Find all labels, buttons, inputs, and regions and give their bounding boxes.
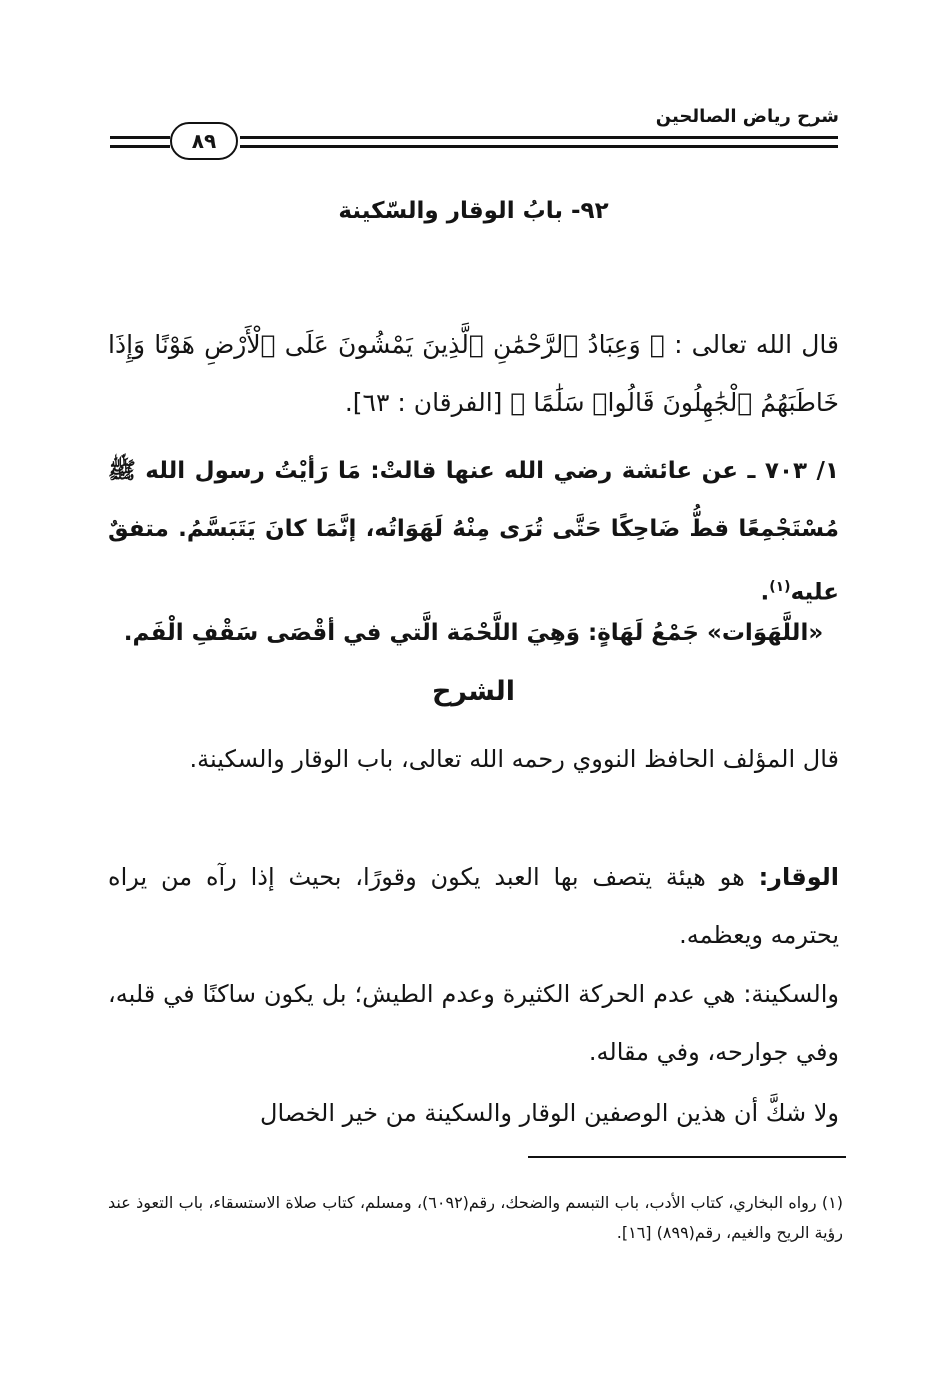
commentary-paragraph-4: ولا شكَّ أن هذين الوصفين الوقار والسكينة من خير الخصال: [260, 1099, 839, 1127]
footnote-marker: (١): [821, 1193, 843, 1212]
term-waqar-definition: هو هيئة يتصف بها العبد يكون وقورًا، بحيث إذا رآه من يراه يحترمه ويعظمه.: [108, 863, 839, 949]
commentary-paragraph-1: قال المؤلف الحافظ النووي رحمه الله تعالى، باب الوقار والسكينة.: [189, 745, 839, 773]
header-rule-left: [110, 136, 170, 148]
verse-reference: [الفرقان : ٦٣].: [344, 388, 503, 417]
quran-verse-block: [108, 316, 839, 432]
chapter-title: ٩٢- بابُ الوقار والسّكينة: [338, 198, 609, 224]
footnote-ref[interactable]: (١): [769, 579, 791, 595]
footnote-text: رواه البخاري، كتاب الأدب، باب التبسم والضحك، رقم(٦٠٩٢)، ومسلم، كتاب صلاة الاستسقاء، باب التعوذ عند رؤية الريح والغيم، رقم(٨٩٩) [١٦].: [108, 1193, 843, 1242]
running-header-title: شرح رياض الصالحين: [655, 106, 839, 127]
page-number-badge: ٨٩: [170, 122, 238, 160]
hadith-end: .: [760, 579, 770, 606]
verse-text: ﴿ وَعِبَادُ ٱلرَّحْمَٰنِ ٱلَّذِينَ يَمْشُونَ عَلَى ٱلْأَرْضِ هَوْنًا وَإِذَا خَاطَبَهُمُ ٱلْجَٰهِلُونَ قَالُوا۟ سَلَٰمًا ﴾: [108, 330, 839, 417]
commentary-paragraph-3: والسكينة: هي عدم الحركة الكثيرة وعدم الطيش؛ بل يكون ساكنًا في قلبه، وفي جوارحه، وفي مقاله.: [108, 980, 839, 1066]
hadith-number: ١/ ٧٠٣ ـ: [747, 458, 839, 484]
word-gloss: «اللَّهَوَات» جَمْعُ لَهَاةٍ: وَهِيَ اللَّحْمَة الَّتي في أقْصَى سَقْفِ الْفَم.: [123, 620, 824, 646]
commentary-heading: الشرح: [431, 676, 516, 707]
hadith-block: [108, 442, 839, 622]
verse-intro: قال الله تعالى :: [674, 330, 839, 359]
commentary-paragraph-2: [108, 848, 839, 964]
hadith-text: عن عائشة رضي الله عنها قالتْ: مَا رَأيْتُ رسول الله ﷺ مُسْتَجْمِعًا قطُّ ضَاحِكًا حَتَّى تُرَى مِنْهُ لَهَوَاتُه، إنَّمَا كانَ يَتَبَسَّمُ. متفقٌ عليه: [108, 458, 839, 606]
term-waqar: الوقار:: [758, 863, 839, 891]
footnote-separator: [528, 1156, 846, 1158]
header-rule-right: [240, 136, 838, 148]
footnote: [108, 1188, 843, 1248]
